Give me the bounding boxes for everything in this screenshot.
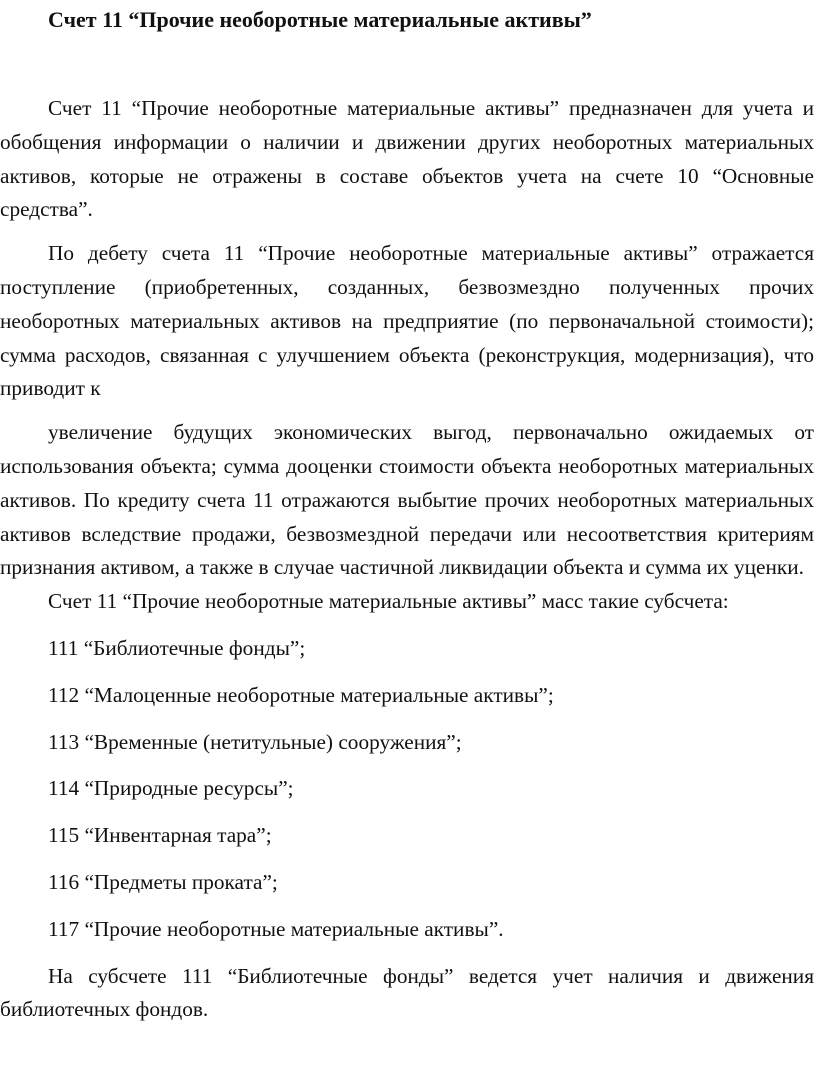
subaccount-113: 113 “Временные (нетитульные) сооружения”; — [48, 729, 462, 754]
subaccounts-list — [0, 632, 814, 947]
subaccount-112: 112 “Малоценные необоротные материальные активы”; — [48, 682, 554, 707]
paragraph-purpose: Счет 11 “Прочие необоротные материальные активы” предназначен для учета и обобщения информации о наличии и движении других необоротных материальных активов, которые не отражены в составе объектов учета на счете 10 “Основные средства”. — [0, 96, 814, 222]
document-title: Счет 11 “Прочие необоротные материальные активы” — [48, 7, 592, 32]
subaccounts-intro: Счет 11 “Прочие необоротные материальные активы” масс такие субсчета: — [48, 589, 729, 614]
subaccount-114: 114 “Природные ресурсы”; — [48, 776, 294, 801]
subaccount-116: 116 “Предметы проката”; — [48, 869, 278, 894]
subaccount-117: 117 “Прочие необоротные материальные активы”. — [48, 916, 504, 941]
paragraph-closing: На субсчете 111 “Библиотечные фонды” ведется учет наличия и движения библиотечных фондов. — [0, 963, 814, 1022]
document-body — [0, 92, 814, 1027]
subaccount-111: 111 “Библиотечные фонды”; — [48, 635, 306, 660]
subaccount-115: 115 “Инвентарная тара”; — [48, 823, 272, 848]
paragraph-credit: увеличение будущих экономических выгод, первоначально ожидаемых от использования объекта; сумма дооценки стоимости объекта необоротных материальных активов. По кредиту счета 11 отражаются выбытие прочих необоротных материальных активов вследствие продажи, безвозмездной передачи или несоответствия критериям признания активом, а также в случае частичной ликвидации объекта и сумма их уценки. — [0, 420, 814, 580]
paragraph-debit: По дебету счета 11 “Прочие необоротные материальные активы” отражается поступление (приобретенных, созданных, безвозмездно полученных прочих необоротных материальных активов на предприятие (по первоначальной стоимости); сумма расходов, связанная с улучшением объекта (реконструкция, модернизация), что приводит к — [0, 241, 814, 401]
